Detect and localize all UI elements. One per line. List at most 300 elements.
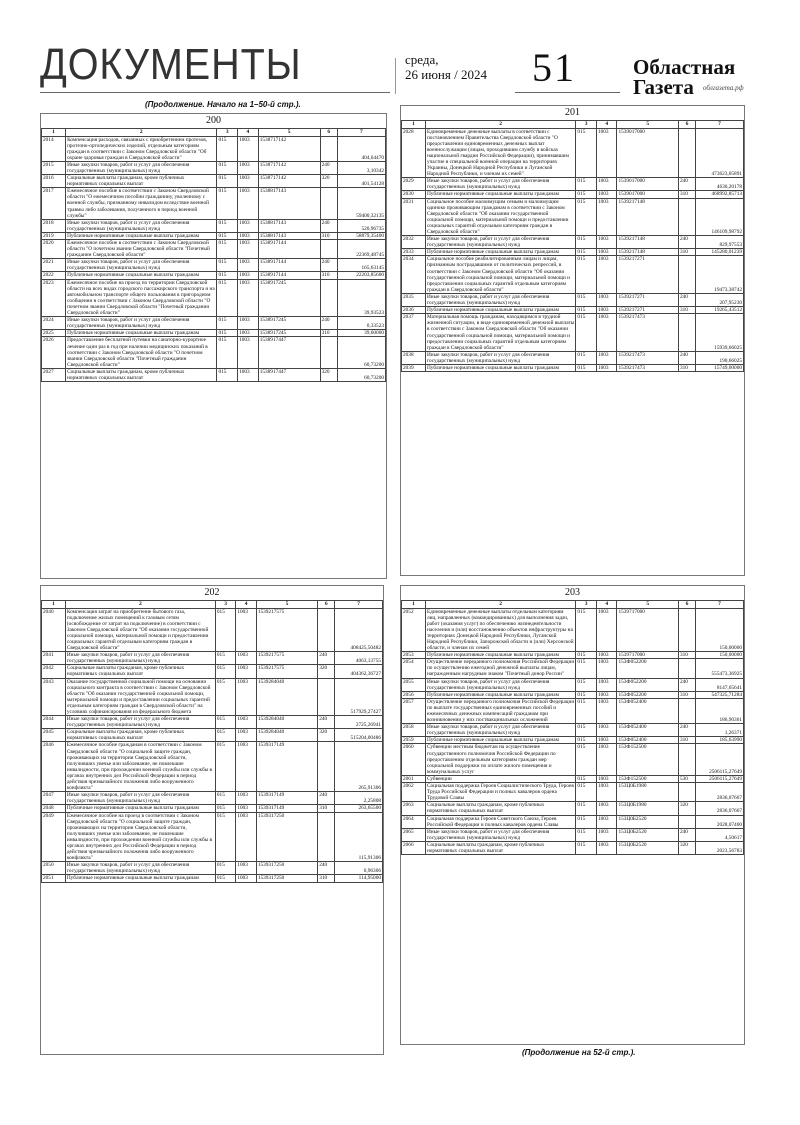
table-cell: 320: [679, 802, 696, 815]
table-cell: 4630,20178: [696, 178, 744, 191]
table-cell: 015: [217, 136, 238, 161]
table-cell: 310: [679, 307, 696, 314]
section-title: ДОКУМЕНТЫ: [40, 40, 302, 89]
table-cell: 2018: [42, 219, 66, 232]
table-row: [402, 775, 744, 782]
table-row: [42, 219, 386, 232]
table-cell: 1003: [596, 256, 617, 294]
table-cell: 1539284040: [256, 678, 317, 716]
table-cell: Иные закупки товаров, работ и услуг для обеспечения государственных (муниципальных) нужд: [425, 828, 575, 841]
table-cell: 1003: [238, 368, 259, 381]
table-cell: [320, 188, 337, 219]
table-cell: 2047: [42, 792, 66, 805]
table-row: [402, 652, 744, 659]
column-header: 7: [335, 601, 383, 609]
table-cell: 2049: [42, 812, 66, 862]
table-cell: 59400,32135: [337, 188, 385, 219]
table-cell: 1003: [596, 652, 617, 659]
table-cell: 2026: [42, 337, 66, 368]
table-cell: Иные закупки товаров, работ и услуг для обеспечения государственных (муниципальных) нужд: [66, 259, 217, 272]
table-cell: 1539217148: [617, 198, 679, 236]
table-cell: 2062: [402, 783, 426, 802]
table-cell: 240: [679, 724, 696, 737]
table-cell: Публичные нормативные социальные выплаты гражданам: [65, 805, 215, 812]
table-cell: 015: [215, 652, 235, 665]
column-header: 1: [402, 121, 426, 129]
table-cell: 165,63145: [337, 259, 385, 272]
table-panel-203: [400, 585, 745, 1045]
table-cell: 2015: [42, 161, 66, 174]
table-panel-201: [400, 105, 745, 576]
table-cell: 2020: [42, 240, 66, 259]
issue-date: 26 июня / 2024: [405, 67, 487, 82]
table-cell: Публичные нормативные социальные выплаты гражданам: [425, 191, 575, 198]
table-cell: 1003: [238, 175, 259, 188]
table-cell: 015: [576, 364, 597, 371]
column-header: 6: [318, 601, 335, 609]
table-cell: Ежемесячное пособие в соответствии с Законом Свердловской области "О ежемесячном пособии гражданину, уволенному с военной службы, признанному инвалидом вследствие военной травмы либо заболевания, полученного в период военной службы": [66, 188, 217, 219]
table-cell: 2030: [402, 191, 426, 198]
table-cell: [679, 659, 696, 678]
table-cell: Предоставление бесплатной путевки на санаторно-курортное лечение один раз в год при наличии медицинских показаний в соответствии с Законом Свердловской области "О почетном звании Свердловской области "Почетный гражданин Свердловской области": [66, 337, 217, 368]
table-row: [42, 279, 386, 317]
table-cell: 1539217148: [617, 236, 679, 249]
table-cell: 2057: [402, 698, 426, 723]
table-cell: Ежемесячное пособие на проезд в соответствии с Законом Свердловской области "О социальной защите граждан, проживающих на территории Свердловской области, получивших увечье или заболевание, не повлекшие инвалидности, при прохождении военной службы или службы в органах внутренних дел Российской Федерации в период действия чрезвычайного положения либо вооруженного конфликта": [65, 812, 215, 862]
table-cell: Публичные нормативные социальные выплаты гражданам: [66, 330, 217, 337]
table-cell: 0,96306: [335, 862, 383, 875]
table-cell: 153Ф152500: [617, 775, 679, 782]
table-cell: Субвенции местным бюджетам на осуществление государственного полномочия Российской Федерации по предоставлению отдельным категориям граждан мер социальной поддержки по оплате жилого помещения и коммунальных услуг: [425, 744, 575, 775]
table-cell: 22203,85600: [337, 272, 385, 279]
table-row: [42, 272, 386, 279]
table-cell: 2050: [42, 862, 66, 875]
table-row: [42, 188, 386, 219]
column-header: 5: [617, 121, 679, 129]
table-cell: Социальные выплаты гражданам, кроме публичных нормативных социальных выплат: [66, 368, 217, 381]
table-cell: 265,91306: [335, 742, 383, 792]
table-cell: 240: [318, 792, 335, 805]
table-cell: 015: [217, 259, 238, 272]
table-cell: 1003: [238, 337, 259, 368]
table-cell: 2058: [402, 724, 426, 737]
table-cell: 015: [215, 665, 235, 678]
table-row: [402, 314, 744, 352]
table-cell: 320: [318, 665, 335, 678]
table-cell: 153Ц0Б2520: [617, 841, 679, 854]
table-cell: Оказание государственной социальной помощи на основании социального контракта в соответствии с Законом Свердловской области "Об оказании государственной социальной помощи, материальной помощи и предоставлении социальных гарантий отдельным категориям граждан в Свердловской области" на условиях софинансирования из федерального бюджета: [65, 678, 215, 716]
table-cell: 015: [576, 737, 597, 744]
table-cell: 015: [576, 351, 597, 364]
table-cell: 207,95230: [696, 293, 744, 306]
table-cell: 015: [215, 729, 235, 742]
table-header-row: [42, 129, 386, 137]
table-cell: 015: [217, 232, 238, 239]
table-cell: 015: [576, 314, 597, 352]
table-cell: 240: [679, 828, 696, 841]
table-cell: 1539317149: [256, 805, 317, 812]
table-cell: 153Ц0Б2520: [617, 815, 679, 828]
table-cell: 1539217473: [617, 314, 679, 352]
table-cell: Осуществление переданного полномочия Российской Федерации по выплате государственных единовременных пособий и ежемесячных денежных компенсаций гражданам при возникновении у них поствакцинальных осложнений: [426, 698, 575, 724]
column-header: 4: [236, 601, 256, 609]
table-row: [402, 841, 744, 854]
table-cell: 2016: [42, 175, 66, 188]
table-cell: 2042: [42, 665, 66, 678]
table-cell: 2027: [42, 368, 66, 381]
table-cell: 153Ф052400: [617, 698, 679, 723]
table-cell: 015: [576, 249, 597, 256]
table-cell: 015: [217, 219, 238, 232]
table-cell: 015: [215, 862, 235, 875]
table-cell: 2056: [402, 691, 426, 698]
table-cell: 015: [217, 188, 238, 219]
table-cell: [318, 608, 335, 652]
table-cell: 15939,66025: [696, 314, 744, 352]
table-cell: [679, 698, 696, 723]
table-cell: 2017: [42, 188, 66, 219]
table-cell: 1539317250: [256, 862, 317, 875]
table-cell: 2063: [402, 802, 426, 815]
table-cell: 58879,35400: [337, 232, 385, 239]
table-row: [402, 783, 744, 802]
table-cell: 1003: [236, 608, 256, 652]
table-cell: [679, 783, 696, 802]
table-cell: 015: [576, 744, 597, 775]
table-row: [402, 608, 744, 652]
table-cell: 1003: [238, 272, 259, 279]
table-cell: 2055: [402, 678, 426, 691]
table-row: [42, 665, 383, 678]
budget-table: [41, 600, 383, 883]
table-cell: 015: [576, 191, 597, 198]
table-cell: 1539017000: [617, 128, 679, 178]
column-header: 4: [238, 129, 259, 137]
table-row: [402, 737, 744, 744]
table-row: [402, 128, 744, 178]
table-cell: 310: [679, 737, 696, 744]
table-cell: 2033: [402, 249, 426, 256]
issue-day: среда,: [405, 52, 439, 67]
table-cell: 2034: [402, 256, 426, 294]
table-cell: 2048: [42, 805, 66, 812]
table-cell: 240: [679, 178, 696, 191]
table-row: [42, 678, 383, 716]
table-cell: 1003: [236, 742, 256, 792]
table-cell: 015: [215, 742, 235, 792]
table-cell: Ежемесячное пособие в соответствии с Законом Свердловской области "О почетном звании Свердловской области "Почетный гражданин Свердловской области": [66, 240, 217, 259]
table-cell: 240: [679, 678, 696, 691]
table-cell: 240: [679, 236, 696, 249]
table-cell: 19265,43512: [696, 307, 744, 314]
column-header: 1: [42, 129, 66, 137]
table-cell: 1538817143: [258, 188, 320, 219]
table-page-label: 200: [206, 115, 221, 126]
table-cell: 015: [217, 175, 238, 188]
table-cell: 015: [576, 691, 597, 698]
table-cell: 547325,71284: [696, 691, 744, 698]
table-cell: 1003: [236, 875, 256, 882]
table-cell: 1003: [236, 665, 256, 678]
table-cell: 1003: [236, 652, 256, 665]
table-cell: 404,64470: [337, 136, 385, 161]
table-row: [42, 175, 386, 188]
table-cell: 153Ф052400: [617, 737, 679, 744]
table-cell: 2014: [42, 136, 66, 161]
budget-table: [401, 600, 744, 855]
table-row: [402, 198, 744, 236]
table-cell: Компенсация расходов, связанных с приобретением протезов, протезно-ортопедических изделий, отдельным категориям граждан в соответствии с Законом Свердловской области "Об охране здоровья граждан в Свердловской области": [66, 136, 217, 161]
table-cell: Иные закупки товаров, работ и услуг для обеспечения государственных (муниципальных) нужд: [66, 317, 217, 330]
table-cell: 186,90361: [696, 698, 744, 723]
table-cell: 1003: [238, 232, 259, 239]
table-cell: 2037: [402, 314, 426, 352]
table-cell: 1538717142: [258, 175, 320, 188]
table-cell: 2044: [42, 716, 66, 729]
budget-table: [401, 120, 744, 372]
table-cell: 4063,13755: [335, 652, 383, 665]
table-row: [402, 178, 744, 191]
table-cell: Публичные нормативные социальные выплаты гражданам: [66, 272, 217, 279]
table-cell: Иные закупки товаров, работ и услуг для обеспечения государственных (муниципальных) нужд: [66, 161, 217, 174]
table-cell: 2023: [42, 279, 66, 317]
table-row: [42, 259, 386, 272]
table-cell: 2066: [402, 841, 426, 854]
table-cell: 1539284040: [256, 729, 317, 742]
table-cell: 1003: [596, 249, 617, 256]
table-cell: 1003: [238, 317, 259, 330]
table-cell: Социальная поддержка Героев Советского Союза, Героев Российской Федерации и полных кавалеров ордена Славы: [425, 815, 575, 828]
table-cell: 320: [320, 175, 337, 188]
table-cell: 1003: [596, 744, 617, 775]
table-cell: [679, 608, 696, 652]
table-cell: 1538717142: [258, 161, 320, 174]
table-cell: 2023,56783: [696, 841, 744, 854]
table-header-row: [402, 121, 744, 129]
column-header: 1: [42, 601, 66, 609]
table-cell: 1003: [596, 691, 617, 698]
table-cell: 1003: [238, 259, 259, 272]
table-cell: 1003: [596, 608, 617, 652]
table-cell: 2028,07400: [696, 815, 744, 828]
table-cell: 468992,85713: [696, 191, 744, 198]
table-cell: 114,95000: [335, 875, 383, 882]
table-cell: 153Ц0Б2520: [617, 828, 679, 841]
table-cell: 015: [576, 802, 597, 815]
table-cell: [318, 742, 335, 792]
table-header-row: [402, 601, 744, 609]
column-header: 6: [679, 121, 696, 129]
table-cell: 1003: [238, 279, 259, 317]
table-cell: [318, 812, 335, 862]
table-row: [402, 307, 744, 314]
table-cell: 2029: [402, 178, 426, 191]
table-cell: 015: [215, 716, 235, 729]
table-row: [402, 364, 744, 371]
table-cell: 2036: [402, 307, 426, 314]
table-cell: 240: [318, 652, 335, 665]
table-cell: 1538917144: [258, 272, 320, 279]
table-cell: [320, 337, 337, 368]
table-cell: 1003: [236, 862, 256, 875]
table-cell: Социальные выплаты гражданам, кроме публичных нормативных социальных выплат: [425, 841, 575, 854]
column-header: 4: [596, 121, 617, 129]
table-cell: 240: [679, 293, 696, 306]
table-cell: 015: [576, 128, 597, 178]
table-cell: 015: [217, 368, 238, 381]
table-cell: 015: [215, 875, 235, 882]
table-cell: 2836,07667: [696, 783, 744, 802]
table-cell: 015: [217, 161, 238, 174]
table-cell: Публичные нормативные социальные выплаты гражданам: [66, 232, 217, 239]
table-cell: 3,10342: [337, 161, 385, 174]
table-cell: 015: [576, 698, 597, 723]
table-cell: 1538717142: [258, 136, 320, 161]
table-cell: 15749,00000: [696, 364, 744, 371]
table-row: [42, 742, 383, 792]
table-cell: Иные закупки товаров, работ и услуг для обеспечения государственных (муниципальных) нужд: [425, 178, 575, 191]
table-cell: 310: [679, 691, 696, 698]
table-cell: 8147,65641: [696, 678, 744, 691]
table-cell: Публичные нормативные социальные выплаты гражданам: [425, 652, 575, 659]
table-cell: 1539217473: [617, 364, 679, 371]
table-cell: 1,26371: [696, 724, 744, 737]
table-row: [42, 232, 386, 239]
table-row: [42, 337, 386, 368]
table-cell: 2725,26941: [335, 716, 383, 729]
table-cell: 015: [217, 330, 238, 337]
table-cell: Публичные нормативные социальные выплаты гражданам: [65, 875, 215, 882]
table-cell: 0,33523: [337, 317, 385, 330]
table-cell: Иные закупки товаров, работ и услуг для обеспечения государственных (муниципальных) нужд: [65, 862, 215, 875]
table-cell: 2506115,27649: [696, 775, 744, 782]
table-row: [402, 256, 744, 294]
table-cell: 2043: [42, 678, 66, 716]
table-cell: Публичные нормативные социальные выплаты гражданам: [425, 364, 575, 371]
table-cell: 015: [576, 178, 597, 191]
table-cell: 1003: [238, 161, 259, 174]
table-row: [42, 136, 386, 161]
table-cell: 2032: [402, 236, 426, 249]
table-cell: 240: [320, 161, 337, 174]
table-cell: 401,54128: [337, 175, 385, 188]
table-cell: 015: [217, 279, 238, 317]
table-cell: 1539317250: [256, 875, 317, 882]
table-row: [42, 862, 383, 875]
table-cell: 1003: [596, 815, 617, 828]
column-header: 7: [337, 129, 385, 137]
table-cell: 240: [318, 862, 335, 875]
table-cell: 1003: [236, 805, 256, 812]
table-cell: 1539317250: [256, 812, 317, 862]
table-cell: Ежемесячное пособие гражданам в соответствии с Законом Свердловской области "О социальной защите граждан, проживающих на территории Свердловской области, получивших увечье или заболевание, не повлекшие инвалидности, при прохождении военной службы или службы в органах внутренних дел Российской Федерации в период действия чрезвычайного положения либо вооруженного конфликта": [65, 742, 215, 792]
table-cell: 015: [576, 724, 597, 737]
table-cell: 1003: [596, 293, 617, 306]
table-cell: 2038: [402, 351, 426, 364]
table-cell: 310: [318, 875, 335, 882]
table-row: [42, 792, 383, 805]
table-cell: 2024: [42, 317, 66, 330]
table-cell: 1538817143: [258, 219, 320, 232]
table-cell: 1003: [596, 307, 617, 314]
column-header: 7: [696, 121, 744, 129]
table-cell: 015: [576, 307, 597, 314]
table-cell: Материальная помощь гражданам, находящимся в трудной жизненной ситуации, в виде единовременной денежной выплаты в соответствии с Законом Свердловской области "Об оказании государственной социальной помощи, материальной помощи и предоставлении социальных гарантий отдельным категориям граждан в Свердловской области": [426, 314, 575, 351]
table-cell: 310: [679, 652, 696, 659]
table-cell: Публичные нормативные социальные выплаты гражданам: [425, 691, 575, 698]
table-cell: Иные закупки товаров, работ и услуг для обеспечения государственных (муниципальных) нужд: [425, 236, 575, 249]
column-header: 6: [679, 601, 696, 609]
table-cell: Единовременные денежные выплаты отдельным категориям лиц, направленных (командированных) для выполнения задач, работ (оказания услуг) по обеспечению жизнедеятельности населения и (или) восстановлению объектов инфраструктуры на территориях Донецкой Народной Республики, Луганской Народной Республики, Запорожской области и (или) Херсонской области, и членам их семей: [425, 608, 575, 652]
table-cell: 1003: [596, 737, 617, 744]
table-cell: 1538917447: [258, 368, 320, 381]
table-cell: [318, 678, 335, 716]
table-cell: 520,96735: [337, 219, 385, 232]
table-cell: 4,50617: [696, 828, 744, 841]
table-cell: 1538917447: [258, 337, 320, 368]
table-cell: 1538917245: [258, 317, 320, 330]
table-cell: 2059: [402, 737, 426, 744]
table-cell: 015: [576, 841, 597, 854]
table-cell: 1539217473: [617, 351, 679, 364]
table-cell: Иные закупки товаров, работ и услуг для обеспечения государственных (муниципальных) нужд: [425, 724, 575, 737]
table-cell: 1539217148: [617, 249, 679, 256]
table-cell: [320, 136, 337, 161]
table-row: [42, 161, 386, 174]
table-row: [402, 191, 744, 198]
table-cell: 1539217575: [256, 665, 317, 678]
table-cell: 015: [576, 256, 597, 294]
table-cell: 2021: [42, 259, 66, 272]
column-header: 3: [215, 601, 235, 609]
table-cell: 310: [320, 330, 337, 337]
table-cell: 2836,07667: [696, 802, 744, 815]
table-cell: 1003: [596, 802, 617, 815]
table-row: [402, 802, 744, 815]
table-cell: 1003: [596, 783, 617, 802]
table-cell: Субвенции: [425, 775, 575, 782]
table-cell: 1539717000: [617, 652, 679, 659]
table-cell: 1539317149: [256, 742, 317, 792]
column-header: 1: [402, 601, 426, 609]
table-cell: 015: [215, 608, 235, 652]
table-cell: 1003: [596, 178, 617, 191]
table-cell: 240: [320, 219, 337, 232]
table-cell: 1538917245: [258, 330, 320, 337]
table-cell: 1538917144: [258, 240, 320, 259]
table-cell: 115,91306: [335, 812, 383, 862]
table-cell: 015: [217, 240, 238, 259]
table-cell: 240: [320, 259, 337, 272]
table-row: [42, 368, 386, 381]
table-cell: Ежемесячное пособие на проезд по территории Свердловской области на всех видах городского пассажирского транспорта и на автомобильном транспорте общего пользования в пригородном сообщении в соответствии с Законом Свердловской области "О почетном звании Свердловской области "Почетный гражданин Свердловской области": [66, 279, 217, 317]
continuation-note-bottom: (Продолжение на 52-й стр.).: [522, 1048, 636, 1057]
table-cell: 2031: [402, 198, 426, 236]
table-cell: 2028: [402, 128, 426, 178]
column-header: 5: [258, 129, 320, 137]
column-header: 2: [425, 121, 575, 129]
table-cell: 240: [679, 351, 696, 364]
continuation-note-top: (Продолжение. Начало на 1–50-й стр.).: [145, 100, 301, 109]
table-cell: 150,00000: [696, 652, 744, 659]
table-cell: 1003: [236, 716, 256, 729]
table-cell: 1003: [236, 729, 256, 742]
table-cell: 1539217271: [617, 307, 679, 314]
table-cell: 015: [576, 815, 597, 828]
header-separator: [395, 58, 396, 94]
table-row: [402, 249, 744, 256]
table-cell: 015: [215, 678, 235, 716]
